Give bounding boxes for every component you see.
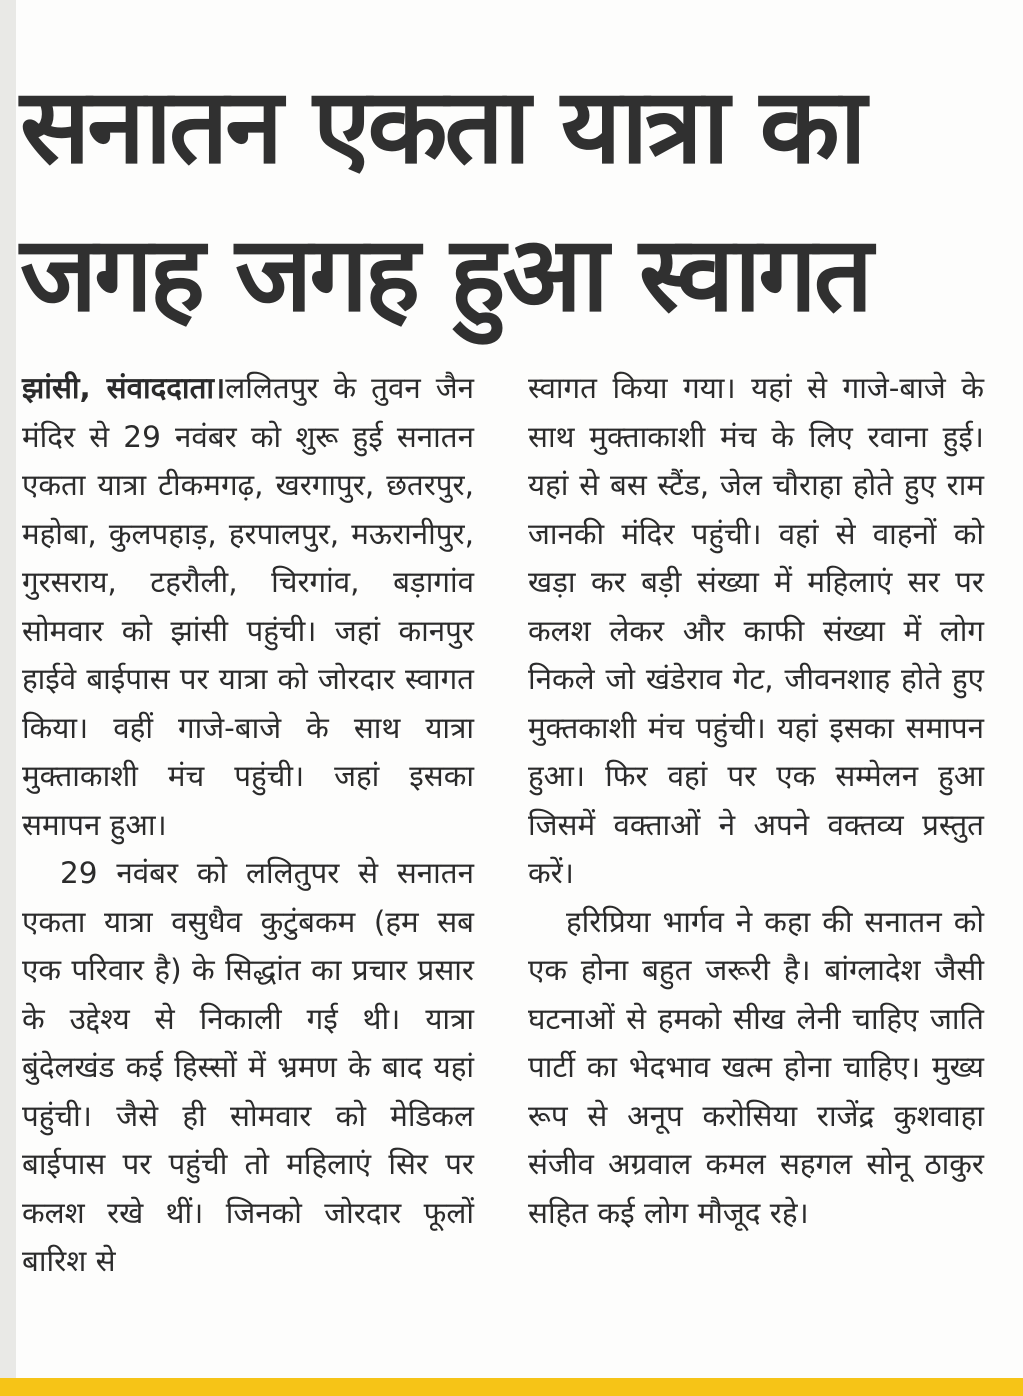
article-dateline: झांसी, संवाददाता। — [22, 371, 226, 405]
page-margin-strip — [0, 0, 16, 1378]
paragraph-1-text: ललितपुर के तुवन जैन मंदिर से 29 नवंबर को शुरू हुई सनातन एकता यात्रा टीकमगढ़, खरगापुर, छतरपुर, महोबा, कुलपहाड़, हरपालपुर, मऊरानीपुर, गुरसराय, टहरौली, चिरगांव, बड़ागांव सोमवार को झांसी पहुंची। जहां कानपुर हाईवे बाईपास पर यात्रा को जोरदार स्वागत किया। वहीं गाजे-बाजे के साथ यात्रा मुक्ताकाशी मंच पहुंची। जहां इसका समापन हुआ। — [22, 371, 474, 842]
headline-line-2: जगह जगह हुआ स्वागत — [20, 213, 871, 335]
article-column-left — [22, 364, 474, 1286]
article-paragraph-3: स्वागत किया गया। यहां से गाजे-बाजे के साथ मुक्ताकाशी मंच के लिए रवाना हुई। यहां से बस स्टैंड, जेल चौराहा होते हुए राम जानकी मंदिर पहुंची। वहां से वाहनों को खड़ा कर बड़ी संख्या में महिलाएं सर पर कलश लेकर और काफी संख्या में लोग निकले जो खंडेराव गेट, जीवनशाह होते हुए मुक्तकाशी मंच पहुंची। यहां इसका समापन हुआ। फिर वहां पर एक सम्मेलन हुआ जिसमें वक्ताओं ने अपने वक्तव्य प्रस्तुत करें। — [528, 371, 984, 890]
article-paragraph-4: हरिप्रिया भार्गव ने कहा की सनातन को एक होना बहुत जरूरी है। बांग्लादेश जैसी घटनाओं से हमको सीख लेनी चाहिए जाति पार्टी का भेदभाव खत्म होना चाहिए। मुख्य रूप से अनूप करोसिया राजेंद्र कुशवाहा संजीव अग्रवाल कमल सहगल सोनू ठाकुर सहित कई लोग मौजूद रहे। — [528, 904, 984, 1230]
bottom-color-band — [0, 1378, 1023, 1396]
article-column-right — [528, 364, 984, 1237]
newspaper-clipping — [16, 0, 1023, 1378]
article-paragraph-1 — [22, 364, 474, 849]
headline-line-1: सनातन एकता यात्रा का — [20, 65, 864, 187]
article-paragraph-2: 29 नवंबर को ललितुपर से सनातन एकता यात्रा वसुधैव कुटुंबकम (हम सब एक परिवार है) के सिद्धांत का प्रचार प्रसार के उद्देश्य से निकाली गई थी। यात्रा बुंदेलखंड कई हिस्सों में भ्रमण के बाद यहां पहुंची। जैसे ही सोमवार को मेडिकल बाईपास पर पहुंची तो महिलाएं सिर पर कलश रखे थीं। जिनको जोरदार फूलों बारिश से — [22, 856, 474, 1278]
article-headline — [20, 52, 1000, 348]
